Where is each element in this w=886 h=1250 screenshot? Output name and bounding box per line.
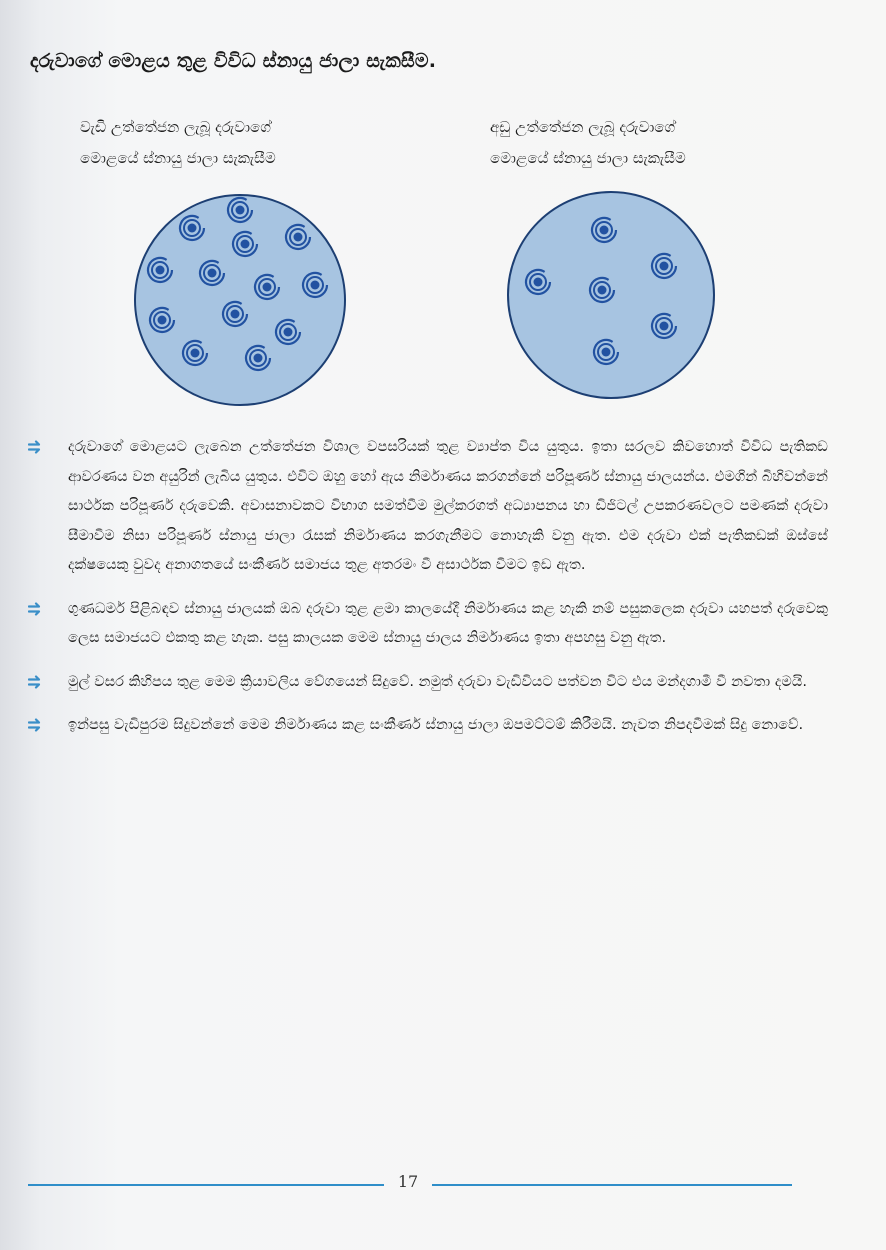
bullet-text: ගුණධර්ම පිළිබඳව ස්නායු ජාලයක් ඔබ දරුවා තුළ ළමා කාලයේදී නිර්මාණය කළ හැකි නම් පසුකලෙක දරුවා යහපත් දරුවෙකු ලෙස සමාජයට එකතු කළ හැක. පසු කාලයක මෙම ස්නායු ජාලය නිර්මාණය ඉතා අපහසු වනු ඇත. <box>68 599 828 646</box>
bullet-item <box>28 432 828 580</box>
caption-low-stimulation <box>490 112 686 174</box>
arrow-bullet-icon <box>28 718 44 732</box>
page-title: දරුවාගේ මොළය තුළ විවිධ ස්නායු ජාලා සැකසීම. <box>30 50 437 72</box>
bullet-item <box>28 710 828 740</box>
caption-line: මොළයේ ස්නායු ජාලා සැකැසීම <box>490 149 686 167</box>
arrow-bullet-icon <box>28 440 44 454</box>
bullet-text: දරුවාගේ මොළයට ලැබෙන උත්තේජන විශාල වපසරියක් තුළ ව්‍යාප්ත විය යුතුය. ඉතා සරලව කිවහොත් විවිධ පැතිකඩ ආවරණය වන අයුරින් ලැබිය යුතුය. එවිට ඔහු හෝ ඇය නිර්මාණය කරගන්නේ පරිපූර්ණ ස්නායු ජාලයන්ය. එමගින් බිහිවන්නේ සාර්ථක පරිපූර්ණ දරුවෙකි. අවාසනාවකට විභාග සමත්වීම මුල්කරගත් අධ්‍යාපනය හා ඩිජිටල් උපකරණවලට පමණක් දරුවා සීමාවීම නිසා පරිපූර්ණ ස්නායු ජාලා රැසක් නිර්මාණය කරගැනීමට නොහැකි වනු ඇත. එම දරුවා එක් පැතිකඩක් ඔස්සේ දක්ෂයෙකු වුවද අනාගතයේ සංකීර්ණ සමාජය තුළ අතරමං වී අසාර්ථක වීමට ඉඩ ඇත. <box>68 438 828 573</box>
page-footer <box>0 1172 886 1196</box>
bullet-item <box>28 667 828 697</box>
arrow-bullet-icon <box>28 675 44 689</box>
low-stimulation-neural-network-figure <box>504 188 718 402</box>
caption-line: අඩු උත්තේජන ලැබූ දරුවාගේ <box>490 118 676 136</box>
brain-circle <box>135 195 345 405</box>
caption-high-stimulation <box>80 112 276 174</box>
caption-line: මොළයේ ස්නායු ජාලා සැකැසීම <box>80 149 276 167</box>
bullet-list <box>28 432 828 754</box>
bullet-text: ඉන්පසු වැඩිපුරම සිදුවන්නේ මෙම නිර්මාණය කළ සංකීර්ණ ස්නායු ජාලා ඔපමට්ටම් කිරීමයි. නැවත නිපදවීමක් සිදු නොවේ. <box>68 716 804 733</box>
high-stimulation-neural-network-figure <box>130 190 350 410</box>
arrow-bullet-icon <box>28 602 44 616</box>
page-number: 17 <box>397 1172 419 1191</box>
caption-line: වැඩි උත්තේජන ලැබූ දරුවාගේ <box>80 118 271 136</box>
bullet-item <box>28 594 828 653</box>
footer-rule <box>432 1184 792 1186</box>
footer-rule <box>28 1184 384 1186</box>
bullet-text: මුල් වසර කිහිපය තුළ මෙම ක්‍රියාවලිය වේගයෙන් සිදුවේ. නමුත් දරුවා වැඩිවියට පත්වන විට එය මන්දගාමී වී නවතා දමයි. <box>68 672 807 690</box>
